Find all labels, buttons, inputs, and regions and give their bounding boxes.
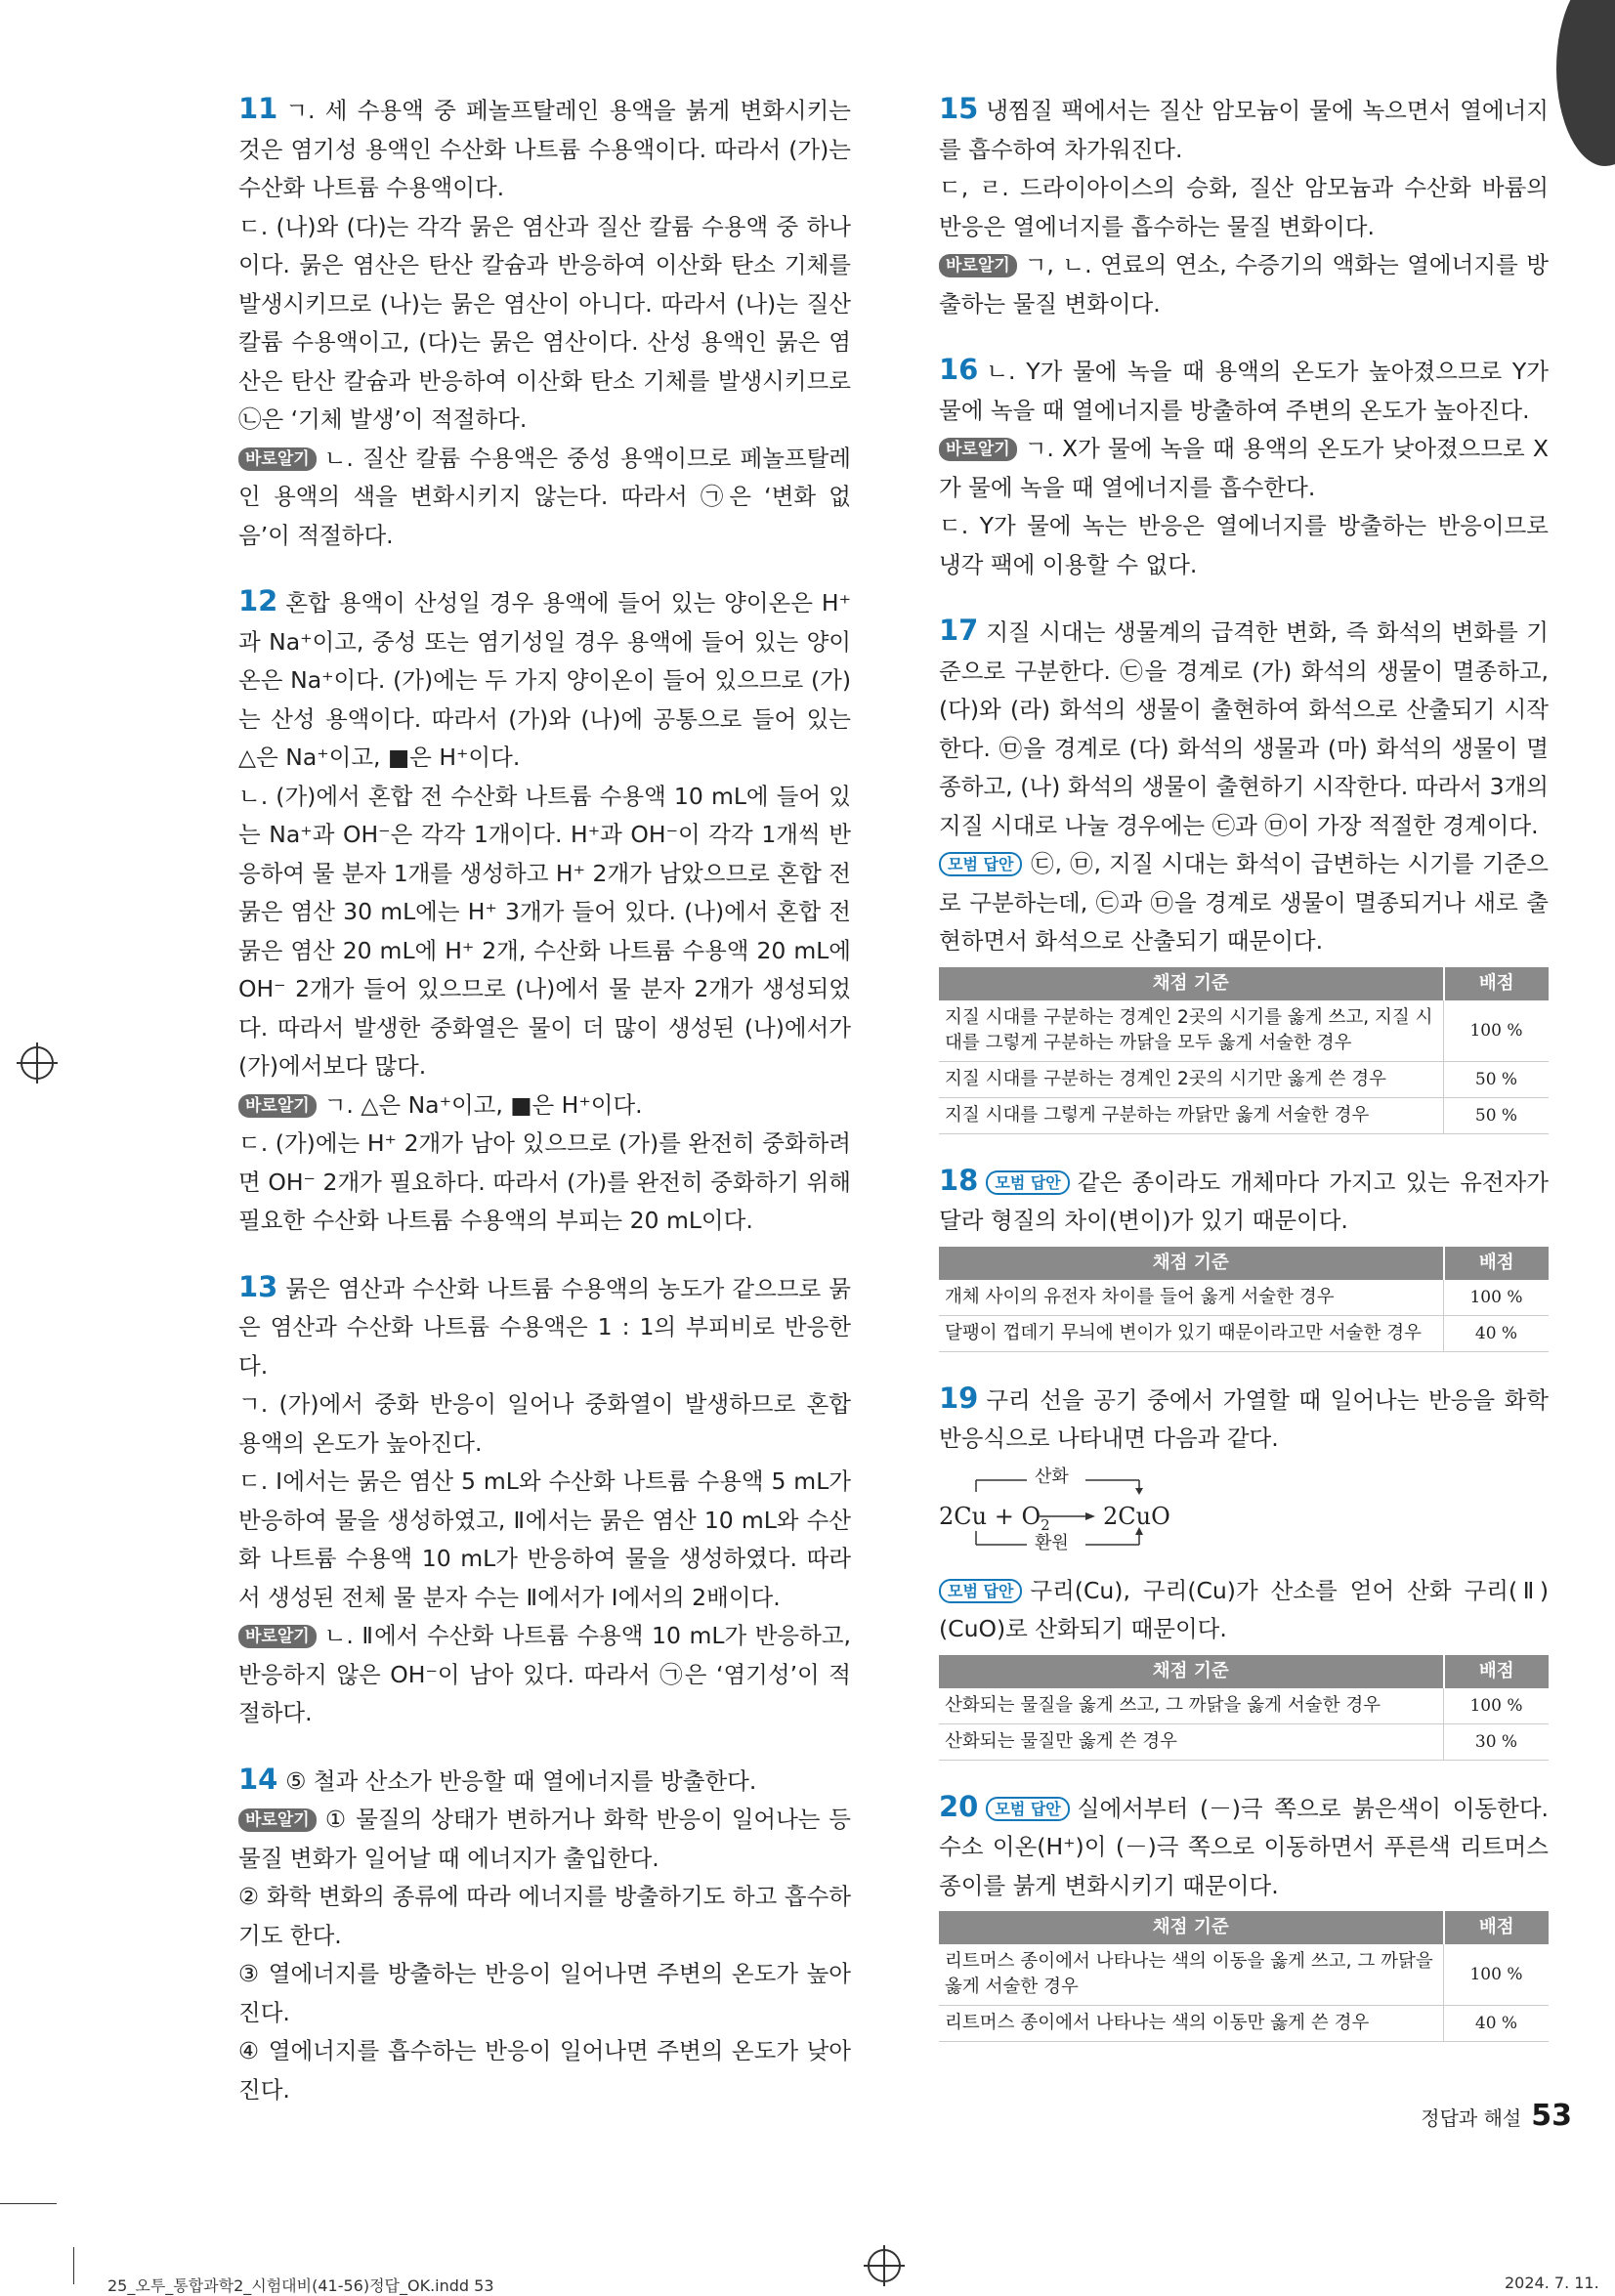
table-row [939, 1280, 1549, 1316]
table-header: 채점 기준 [939, 967, 1444, 1000]
answer-16 [939, 351, 1549, 584]
explanation-text: ㄱ, ㄴ. 연료의 연소, 수증기의 액화는 열에너지를 방출하는 물질 변화이다. [939, 251, 1549, 318]
score-cell: 100 % [1444, 1944, 1550, 2006]
explanation-text: ㄱ. 세 수용액 중 페놀프탈레인 용액을 붉게 변화시키는 것은 염기성 용액인 수산화 나트륨 수용액이다. 따라서 (가)는 수산화 나트륨 수용액이다. [238, 97, 851, 201]
criterion-cell: 리트머스 종이에서 나타나는 색의 이동만 옳게 쓴 경우 [939, 2006, 1444, 2042]
explanation-text: ㄷ, ㄹ. 드라이아이스의 승화, 질산 암모늄과 수산화 바륨의 반응은 열에너지를 흡수하는 물질 변화이다. [939, 174, 1549, 240]
explanation-text: 구리(Cu), 구리(Cu)가 산소를 얻어 산화 구리(Ⅱ)(CuO)로 산화되기 때문이다. [939, 1576, 1549, 1642]
page-footer [1421, 2099, 1572, 2133]
section-label: 정답과 해설 [1421, 2106, 1522, 2130]
table-header: 배점 [1444, 1655, 1550, 1688]
scoring-table [939, 1655, 1549, 1761]
score-cell: 50 % [1444, 1061, 1550, 1097]
equation-reactants: $2Cu + O_2$ [939, 1502, 1050, 1534]
correction-tag: 바로알기 [238, 1625, 317, 1648]
corner-tab-decoration [1556, 0, 1615, 166]
correction-tag: 바로알기 [939, 254, 1017, 277]
explanation-text: ㄴ. (가)에서 혼합 전 수산화 나트륨 수용액 10 mL에 들어 있는 Na⁺과 OH⁻은 각각 1개이다. H⁺과 OH⁻이 각각 1개씩 반응하여 물 분자 1개를 생성하고 H⁺ 2개가 남았으므로 혼합 전 묽은 염산 30 mL에는 H⁺ 3개가 들어 있다. (나)에서 혼합 전 묽은 염산 20 mL에 H⁺ 2개, 수산화 나트륨 수용액 20 mL에 OH⁻ 2개가 들어 있으므로 (나)에서 물 분자 2개가 생성되었다. 따라서 발생한 중화열은 물이 더 많이 생성된 (나)에서가 (가)에서보다 많다. [238, 782, 851, 1080]
explanation-text: 묽은 염산과 수산화 나트륨 수용액의 농도가 같으므로 묽은 염산과 수산화 나트륨 수용액은 1 : 1의 부피비로 반응한다. [238, 1274, 851, 1380]
question-number: 15 [939, 92, 979, 125]
left-column [238, 90, 851, 2137]
reduction-label: 환원 [1035, 1532, 1069, 1553]
right-column [939, 90, 1549, 2069]
table-row [939, 1688, 1549, 1724]
table-row [939, 1061, 1549, 1097]
registration-mark-icon [21, 1046, 54, 1080]
print-date: 2024. 7. 11. [1505, 2274, 1599, 2292]
correction-tag: 바로알기 [238, 1808, 317, 1832]
correction-tag: 바로알기 [238, 1094, 317, 1118]
answer-18 [939, 1162, 1549, 1352]
score-cell: 100 % [1444, 1688, 1550, 1724]
explanation-text: ㄴ. Y가 물에 녹을 때 용액의 온도가 높아졌으므로 Y가 물에 녹을 때 열에너지를 방출하여 주변의 온도가 높아진다. [939, 358, 1549, 424]
scoring-table [939, 967, 1549, 1134]
score-cell: 100 % [1444, 1000, 1550, 1062]
scoring-table [939, 1911, 1549, 2042]
table-header: 채점 기준 [939, 1247, 1444, 1280]
question-number: 19 [939, 1381, 979, 1415]
answer-11 [238, 90, 851, 555]
question-number: 16 [939, 353, 979, 386]
equation-product: 2CuO [1103, 1502, 1170, 1530]
score-cell: 50 % [1444, 1097, 1550, 1133]
page-number: 53 [1531, 2099, 1572, 2133]
criterion-cell: 지질 시대를 구분하는 경계인 2곳의 시기만 옳게 쓴 경우 [939, 1061, 1444, 1097]
registration-mark-icon [868, 2249, 901, 2282]
answer-19 [939, 1380, 1549, 1761]
question-number: 14 [238, 1762, 278, 1796]
table-row [939, 1944, 1549, 2006]
criterion-cell: 개체 사이의 유전자 차이를 들어 옳게 서술한 경우 [939, 1280, 1444, 1316]
answer-13 [238, 1268, 851, 1733]
score-cell: 30 % [1444, 1723, 1550, 1760]
explanation-text: 실에서부터 (－)극 쪽으로 붉은색이 이동한다. 수소 이온(H⁺)이 (－)극 쪽으로 이동하면서 푸른색 리트머스 종이를 붉게 변화시키기 때문이다. [939, 1794, 1549, 1899]
question-number: 18 [939, 1163, 979, 1197]
crop-mark [73, 2247, 74, 2284]
table-header: 채점 기준 [939, 1655, 1444, 1688]
explanation-text: ⑤ 철과 산소가 반응할 때 열에너지를 방출한다. [285, 1766, 757, 1795]
crop-mark [0, 2203, 57, 2204]
criterion-cell: 달팽이 껍데기 무늬에 변이가 있기 때문이라고만 서술한 경우 [939, 1315, 1444, 1351]
explanation-text: ㄷ. Ⅰ에서는 묽은 염산 5 mL와 수산화 나트륨 수용액 5 mL가 반응하여 물을 생성하였고, Ⅱ에서는 묽은 염산 10 mL와 수산화 나트륨 수용액 10 mL가 반응하여 물을 생성하였다. 따라서 생성된 전체 물 분자 수는 Ⅱ에서가 Ⅰ에서의 2배이다. [238, 1467, 851, 1611]
table-row [939, 1097, 1549, 1133]
answer-17 [939, 612, 1549, 1134]
criterion-cell: 지질 시대를 그렇게 구분하는 까닭만 옳게 서술한 경우 [939, 1097, 1444, 1133]
table-row [939, 1315, 1549, 1351]
explanation-text: ㄱ. X가 물에 녹을 때 용액의 온도가 낮아졌으므로 X가 물에 녹을 때 열에너지를 흡수한다. [939, 435, 1549, 501]
criterion-cell: 지질 시대를 구분하는 경계인 2곳의 시기를 옳게 쓰고, 지질 시대를 그렇게 구분하는 까닭을 모두 옳게 서술한 경우 [939, 1000, 1444, 1062]
explanation-text: ㄱ. △은 Na⁺이고, ■은 H⁺이다. [323, 1090, 643, 1119]
question-number: 20 [939, 1789, 979, 1823]
question-number: 17 [939, 614, 979, 647]
explanation-text: ㄴ. 질산 칼륨 수용액은 중성 용액이므로 페놀프탈레인 용액의 색을 변화시키지 않는다. 따라서 ㉠은 ‘변화 없음’이 적절하다. [238, 444, 851, 549]
explanation-text: ㄱ. (가)에서 중화 반응이 일어나 중화열이 발생하므로 혼합 용액의 온도가 높아진다. [238, 1390, 851, 1457]
explanation-text: ③ 열에너지를 방출하는 반응이 일어나면 주변의 온도가 높아진다. [238, 1960, 851, 2026]
explanation-text: ㄴ. Ⅱ에서 수산화 나트륨 수용액 10 mL가 반응하고, 반응하지 않은 OH⁻이 남아 있다. 따라서 ㉠은 ‘염기성’이 적절하다. [238, 1622, 851, 1726]
model-answer-tag: 모범 답안 [986, 1797, 1069, 1821]
correction-tag: 바로알기 [939, 438, 1017, 461]
explanation-text: 냉찜질 팩에서는 질산 암모늄이 물에 녹으면서 열에너지를 흡수하여 차가워진다. [939, 97, 1549, 163]
question-number: 12 [238, 584, 278, 617]
explanation-text: ④ 열에너지를 흡수하는 반응이 일어나면 주변의 온도가 낮아진다. [238, 2037, 851, 2104]
question-number: 13 [238, 1269, 278, 1303]
answer-12 [238, 582, 851, 1241]
oxidation-label: 산화 [1035, 1466, 1069, 1487]
criterion-cell: 리트머스 종이에서 나타나는 색의 이동을 옳게 쓰고, 그 까닭을 옳게 서술한 경우 [939, 1944, 1444, 2006]
explanation-text: ㄷ. (가)에는 H⁺ 2개가 남아 있으므로 (가)를 완전히 중화하려면 OH⁻ 2개가 필요하다. 따라서 (가)를 완전히 중화하기 위해 필요한 수산화 나트륨 수용액의 부피는 20 mL이다. [238, 1129, 851, 1234]
model-answer-tag: 모범 답안 [939, 852, 1022, 876]
answer-14 [238, 1761, 851, 2110]
criterion-cell: 산화되는 물질을 옳게 쓰고, 그 까닭을 옳게 서술한 경우 [939, 1688, 1444, 1724]
answer-20 [939, 1788, 1549, 2043]
answer-15 [939, 90, 1549, 323]
explanation-text: 혼합 용액이 산성일 경우 용액에 들어 있는 양이온은 H⁺과 Na⁺이고, 중성 또는 염기성일 경우 용액에 들어 있는 양이온은 Na⁺이다. (가)에는 두 가지 양이온이 들어 있으므로 (가)는 산성 용액이다. 따라서 (가)와 (나)에 공통으로 들어 있는 △은 Na⁺이고, ■은 H⁺이다. [238, 589, 851, 771]
table-row [939, 1000, 1549, 1062]
score-cell: 100 % [1444, 1280, 1550, 1316]
model-answer-tag: 모범 답안 [939, 1579, 1022, 1603]
file-info: 25_오투_통합과학2_시험대비(41-56)정답_OK.indd 53 [107, 2276, 494, 2295]
scoring-table [939, 1247, 1549, 1352]
table-row [939, 2006, 1549, 2042]
explanation-text: ① 물질의 상태가 변하거나 화학 반응이 일어나는 등 물질 변화가 일어날 때 에너지가 출입한다. [238, 1806, 851, 1872]
criterion-cell: 산화되는 물질만 옳게 쓴 경우 [939, 1723, 1444, 1760]
question-number: 11 [238, 92, 278, 125]
score-cell: 40 % [1444, 2006, 1550, 2042]
table-header: 배점 [1444, 1911, 1550, 1944]
explanation-text: 구리 선을 공기 중에서 가열할 때 일어나는 반응을 화학 반응식으로 나타내면 다음과 같다. [939, 1385, 1549, 1452]
chemical-equation [939, 1463, 1549, 1570]
table-header: 채점 기준 [939, 1911, 1444, 1944]
table-header: 배점 [1444, 967, 1550, 1000]
explanation-text: ② 화학 변화의 종류에 따라 에너지를 방출하기도 하고 흡수하기도 한다. [238, 1883, 851, 1949]
explanation-text: 같은 종이라도 개체마다 가지고 있는 유전자가 달라 형질의 차이(변이)가 있기 때문이다. [939, 1168, 1549, 1234]
explanation-text: ㄷ. (나)와 (다)는 각각 묽은 염산과 질산 칼륨 수용액 중 하나이다. 묽은 염산은 탄산 칼슘과 반응하여 이산화 탄소 기체를 발생시키므로 (나)는 묽은 염산이 아니다. 따라서 (나)는 질산 칼륨 수용액이고, (다)는 묽은 염산이다. 산성 용액인 묽은 염산은 탄산 칼슘과 반응하여 이산화 탄소 기체를 발생시키므로 ㉡은 ‘기체 발생’이 적절하다. [238, 212, 851, 433]
table-header: 배점 [1444, 1247, 1550, 1280]
model-answer-tag: 모범 답안 [986, 1170, 1069, 1195]
explanation-text: ㉢, ㉤, 지질 시대는 화석이 급변하는 시기를 기준으로 구분하는데, ㉢과 ㉤을 경계로 생물이 멸종되거나 새로 출현하면서 화석으로 산출되기 때문이다. [939, 850, 1549, 955]
score-cell: 40 % [1444, 1315, 1550, 1351]
explanation-text: 지질 시대는 생물계의 급격한 변화, 즉 화석의 변화를 기준으로 구분한다. ㉢을 경계로 (가) 화석의 생물이 멸종하고, (다)와 (라) 화석의 생물이 출현하여 화석으로 산출되기 시작한다. ㉤을 경계로 (다) 화석의 생물과 (마) 화석의 생물이 멸종하고, (나) 화석의 생물이 출현하기 시작한다. 따라서 3개의 지질 시대로 나눌 경우에는 ㉢과 ㉤이 가장 적절한 경계이다. [939, 618, 1549, 839]
explanation-text: ㄷ. Y가 물에 녹는 반응은 열에너지를 방출하는 반응이므로 냉각 팩에 이용할 수 없다. [939, 512, 1549, 578]
table-row [939, 1723, 1549, 1760]
correction-tag: 바로알기 [238, 447, 317, 471]
